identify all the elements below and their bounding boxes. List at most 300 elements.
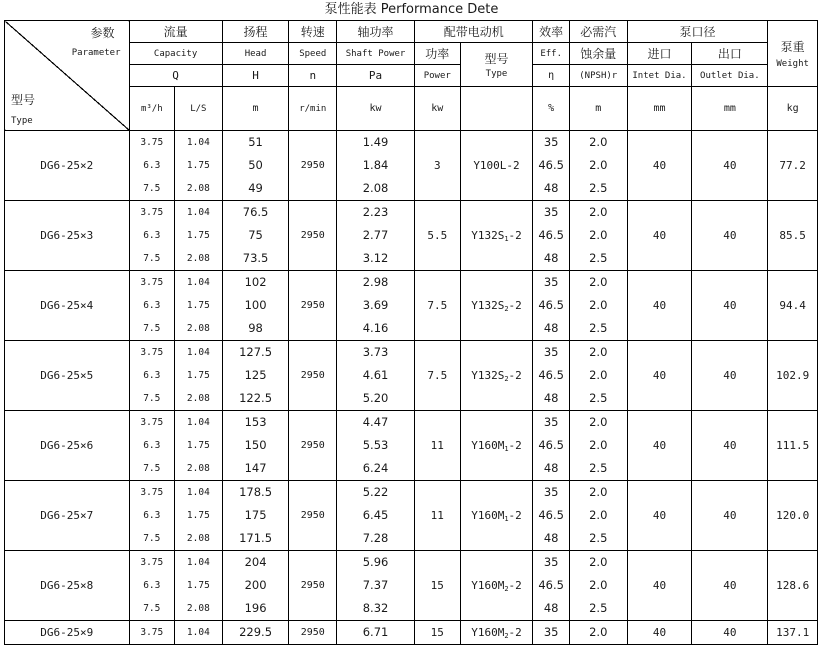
motor-type-header bbox=[460, 43, 533, 87]
inlet-dia-cell: 40 bbox=[627, 551, 692, 621]
motor-type-cell bbox=[460, 621, 533, 645]
motor-power-cell: 7.5 bbox=[415, 271, 461, 341]
head-cell-value: 76.5 bbox=[242, 205, 269, 219]
weight-cell: 120.0 bbox=[768, 481, 818, 551]
shaft-power-cell bbox=[337, 341, 415, 411]
efficiency-cell bbox=[533, 341, 569, 411]
capacity-m3h-cell-value: 3.75 bbox=[140, 137, 164, 148]
capacity-m3h-cell bbox=[129, 551, 175, 621]
head-cell-value: 122.5 bbox=[239, 391, 273, 405]
outlet-en-header: Outlet Dia. bbox=[692, 65, 768, 87]
capacity-ls-cell bbox=[175, 271, 223, 341]
inlet-dia-cell: 40 bbox=[627, 481, 692, 551]
capacity-ls-cell-value: 1.04 bbox=[186, 557, 210, 568]
inlet-dia-cell: 40 bbox=[627, 411, 692, 481]
npsh-cell-value: 2.0 bbox=[589, 135, 608, 149]
npsh-cell-value: 2.0 bbox=[589, 368, 608, 382]
npsh-cell-value: 2.5 bbox=[589, 531, 608, 545]
capacity-m3h-cell-value: 3.75 bbox=[140, 557, 164, 568]
motor-type-cell bbox=[460, 341, 533, 411]
parameter-type-header bbox=[5, 21, 130, 131]
weight-header bbox=[768, 21, 818, 87]
motor-type-base: Y160M bbox=[471, 438, 505, 452]
efficiency-cell-value: 48 bbox=[543, 181, 559, 195]
shaft-power-cell-value: 5.22 bbox=[362, 485, 389, 499]
model-cell: DG6-25×9 bbox=[5, 621, 130, 645]
speed-symbol-header: n bbox=[289, 65, 337, 87]
capacity-ls-cell-value: 1.04 bbox=[186, 487, 210, 498]
outlet-dia-cell: 40 bbox=[692, 551, 768, 621]
model-cell: DG6-25×3 bbox=[5, 201, 130, 271]
motor-type-cell bbox=[460, 271, 533, 341]
inlet-dia-cell: 40 bbox=[627, 341, 692, 411]
capacity-m3h-cell-value: 7.5 bbox=[143, 533, 161, 544]
motor-type-cell bbox=[460, 481, 533, 551]
param-cn: 参数 bbox=[90, 26, 115, 40]
npsh-cell-value: 2.0 bbox=[589, 298, 608, 312]
npsh-cell-value: 2.0 bbox=[589, 228, 608, 242]
npsh-cell bbox=[569, 411, 627, 481]
table-row bbox=[5, 131, 818, 201]
npsh-cell-value: 2.5 bbox=[589, 461, 608, 475]
head-cell-value: 204 bbox=[244, 555, 267, 569]
capacity-ls-cell bbox=[175, 341, 223, 411]
unit-outlet: mm bbox=[692, 87, 768, 131]
npsh-cell bbox=[569, 481, 627, 551]
head-cell-value: 196 bbox=[244, 601, 267, 615]
capacity-m3h-cell bbox=[129, 201, 175, 271]
motor-type-base: Y100L-2 bbox=[473, 159, 520, 172]
shaft-power-cell-value: 3.12 bbox=[362, 251, 389, 265]
motor-type-base: Y132S bbox=[471, 228, 505, 242]
efficiency-cell bbox=[533, 411, 569, 481]
efficiency-cell bbox=[533, 551, 569, 621]
capacity-m3h-cell bbox=[129, 621, 175, 645]
shaft-power-cell-value: 4.61 bbox=[362, 368, 389, 382]
inlet-en-header: Intet Dia. bbox=[627, 65, 692, 87]
motor-type-subscript: 1 bbox=[504, 514, 509, 523]
efficiency-cell-value: 48 bbox=[543, 391, 559, 405]
head-cell bbox=[222, 201, 289, 271]
npsh-cell-value: 2.0 bbox=[589, 485, 608, 499]
motor-power-cell: 11 bbox=[415, 411, 461, 481]
shaft-power-cell-value: 8.32 bbox=[362, 601, 389, 615]
npsh-cell bbox=[569, 621, 627, 645]
motor-type-suffix: -2 bbox=[508, 508, 522, 522]
shaft-symbol-header: Pa bbox=[337, 65, 415, 87]
npsh-cell-value: 2.0 bbox=[589, 625, 608, 639]
capacity-ls-cell-value: 1.04 bbox=[186, 207, 210, 218]
unit-npsh: m bbox=[569, 87, 627, 131]
capacity-m3h-cell-value: 7.5 bbox=[143, 393, 161, 404]
inlet-dia-cell: 40 bbox=[627, 621, 692, 645]
motor-type-en: Type bbox=[485, 69, 508, 79]
inlet-dia-cell: 40 bbox=[627, 201, 692, 271]
table-row bbox=[5, 481, 818, 551]
motor-type-cell bbox=[460, 551, 533, 621]
motor-type-subscript: 2 bbox=[504, 631, 509, 640]
model-cell: DG6-25×7 bbox=[5, 481, 130, 551]
shaft-power-cell-value: 1.49 bbox=[362, 135, 389, 149]
capacity-m3h-cell-value: 7.5 bbox=[143, 463, 161, 474]
weight-cell: 94.4 bbox=[768, 271, 818, 341]
motor-type-suffix: -2 bbox=[508, 368, 522, 382]
npsh-cn-header-1: 必需汽 bbox=[569, 21, 627, 43]
shaft-power-cell-value: 3.73 bbox=[362, 345, 389, 359]
weight-cell: 137.1 bbox=[768, 621, 818, 645]
head-cell-value: 75 bbox=[248, 228, 263, 242]
capacity-ls-cell-value: 1.75 bbox=[186, 300, 210, 311]
eff-symbol-header: η bbox=[533, 65, 569, 87]
head-cell-value: 153 bbox=[244, 415, 267, 429]
param-en: Parameter bbox=[71, 48, 121, 58]
efficiency-cell-value: 35 bbox=[543, 485, 559, 499]
inlet-dia-cell: 40 bbox=[627, 271, 692, 341]
motor-type-subscript: 2 bbox=[504, 584, 509, 593]
efficiency-cell-value: 35 bbox=[543, 275, 559, 289]
model-cell: DG6-25×5 bbox=[5, 341, 130, 411]
capacity-ls-cell-value: 1.04 bbox=[186, 277, 210, 288]
weight-cell: 102.9 bbox=[768, 341, 818, 411]
efficiency-cell-value: 46.5 bbox=[538, 228, 564, 242]
head-cell bbox=[222, 271, 289, 341]
outlet-dia-cell: 40 bbox=[692, 201, 768, 271]
shaft-en-header: Shaft Power bbox=[337, 43, 415, 65]
inlet-dia-cell: 40 bbox=[627, 131, 692, 201]
capacity-ls-cell-value: 2.08 bbox=[186, 603, 210, 614]
capacity-ls-cell bbox=[175, 551, 223, 621]
shaft-power-cell bbox=[337, 411, 415, 481]
motor-type-subscript: 1 bbox=[504, 444, 509, 453]
efficiency-cell-value: 48 bbox=[543, 321, 559, 335]
efficiency-cell-value: 46.5 bbox=[538, 368, 564, 382]
head-cell-value: 49 bbox=[248, 181, 263, 195]
motor-type-subscript: 2 bbox=[504, 304, 509, 313]
shaft-power-cell-value: 6.71 bbox=[362, 625, 389, 639]
capacity-ls-cell-value: 1.04 bbox=[186, 627, 210, 638]
npsh-cell bbox=[569, 201, 627, 271]
npsh-cn-header-2: 蚀余量 bbox=[569, 43, 627, 65]
capacity-ls-cell-value: 1.75 bbox=[186, 230, 210, 241]
capacity-m3h-cell bbox=[129, 341, 175, 411]
capacity-ls-cell-value: 1.75 bbox=[186, 440, 210, 451]
dia-cn-header: 泵口径 bbox=[627, 21, 768, 43]
capacity-m3h-cell bbox=[129, 411, 175, 481]
efficiency-cell-value: 35 bbox=[543, 205, 559, 219]
speed-cell: 2950 bbox=[289, 341, 337, 411]
head-cell-value: 50 bbox=[248, 158, 263, 172]
head-cell-value: 171.5 bbox=[239, 531, 273, 545]
speed-cell: 2950 bbox=[289, 201, 337, 271]
outlet-dia-cell: 40 bbox=[692, 411, 768, 481]
head-cell-value: 102 bbox=[244, 275, 267, 289]
capacity-ls-cell-value: 1.04 bbox=[186, 137, 210, 148]
outlet-dia-cell: 40 bbox=[692, 621, 768, 645]
efficiency-cell-value: 46.5 bbox=[538, 298, 564, 312]
type-en: Type bbox=[11, 116, 33, 126]
table-row bbox=[5, 341, 818, 411]
head-cn-header: 扬程 bbox=[222, 21, 289, 43]
capacity-m3h-cell-value: 3.75 bbox=[140, 277, 164, 288]
head-cell-value: 150 bbox=[244, 438, 267, 452]
capacity-ls-cell bbox=[175, 481, 223, 551]
head-en-header: Head bbox=[222, 43, 289, 65]
capacity-ls-cell-value: 1.75 bbox=[186, 370, 210, 381]
capacity-ls-cell bbox=[175, 131, 223, 201]
model-cell: DG6-25×4 bbox=[5, 271, 130, 341]
npsh-cell-value: 2.0 bbox=[589, 415, 608, 429]
outlet-dia-cell: 40 bbox=[692, 131, 768, 201]
table-row bbox=[5, 411, 818, 481]
motor-type-suffix: -2 bbox=[508, 578, 522, 592]
capacity-m3h-cell-value: 3.75 bbox=[140, 347, 164, 358]
capacity-ls-cell bbox=[175, 411, 223, 481]
efficiency-cell-value: 46.5 bbox=[538, 438, 564, 452]
npsh-cell bbox=[569, 271, 627, 341]
capacity-ls-cell-value: 1.75 bbox=[186, 580, 210, 591]
npsh-cell-value: 2.5 bbox=[589, 321, 608, 335]
head-cell-value: 98 bbox=[248, 321, 263, 335]
weight-cn: 泵重 bbox=[780, 40, 805, 54]
head-cell bbox=[222, 131, 289, 201]
efficiency-cell bbox=[533, 271, 569, 341]
model-cell: DG6-25×6 bbox=[5, 411, 130, 481]
shaft-power-cell-value: 2.77 bbox=[362, 228, 389, 242]
motor-type-subscript: 2 bbox=[504, 374, 509, 383]
efficiency-cell bbox=[533, 621, 569, 645]
capacity-ls-cell-value: 2.08 bbox=[186, 253, 210, 264]
capacity-m3h-cell-value: 3.75 bbox=[140, 207, 164, 218]
motor-type-suffix: -2 bbox=[508, 298, 522, 312]
model-cell: DG6-25×2 bbox=[5, 131, 130, 201]
motor-type-cell bbox=[460, 411, 533, 481]
motor-type-base: Y160M bbox=[471, 578, 505, 592]
capacity-m3h-cell-value: 6.3 bbox=[143, 160, 161, 171]
shaft-power-cell bbox=[337, 131, 415, 201]
capacity-m3h-cell-value: 6.3 bbox=[143, 230, 161, 241]
capacity-m3h-cell-value: 3.75 bbox=[140, 417, 164, 428]
unit-m3h: m³/h bbox=[129, 87, 175, 131]
unit-shaft: kw bbox=[337, 87, 415, 131]
motor-power-cn-header: 功率 bbox=[415, 43, 461, 65]
shaft-power-cell bbox=[337, 201, 415, 271]
shaft-cn-header: 轴功率 bbox=[337, 21, 415, 43]
unit-head: m bbox=[222, 87, 289, 131]
capacity-ls-cell-value: 1.75 bbox=[186, 510, 210, 521]
efficiency-cell-value: 48 bbox=[543, 531, 559, 545]
unit-inlet: mm bbox=[627, 87, 692, 131]
head-cell-value: 125 bbox=[244, 368, 267, 382]
shaft-power-cell bbox=[337, 551, 415, 621]
efficiency-cell-value: 35 bbox=[543, 345, 559, 359]
npsh-cell bbox=[569, 551, 627, 621]
motor-type-cell bbox=[460, 201, 533, 271]
inlet-cn-header: 进口 bbox=[627, 43, 692, 65]
motor-type-cn: 型号 bbox=[484, 52, 509, 66]
capacity-m3h-cell-value: 3.75 bbox=[140, 487, 164, 498]
speed-cell: 2950 bbox=[289, 551, 337, 621]
shaft-power-cell bbox=[337, 481, 415, 551]
head-cell-value: 200 bbox=[244, 578, 267, 592]
head-cell bbox=[222, 341, 289, 411]
efficiency-cell bbox=[533, 201, 569, 271]
speed-cell: 2950 bbox=[289, 271, 337, 341]
shaft-power-cell bbox=[337, 271, 415, 341]
head-cell bbox=[222, 481, 289, 551]
motor-power-cell: 15 bbox=[415, 621, 461, 645]
capacity-ls-cell-value: 2.08 bbox=[186, 183, 210, 194]
unit-ls: L/S bbox=[175, 87, 223, 131]
motor-type-suffix: -2 bbox=[508, 438, 522, 452]
outlet-dia-cell: 40 bbox=[692, 271, 768, 341]
shaft-power-cell-value: 5.20 bbox=[362, 391, 389, 405]
capacity-ls-cell-value: 1.04 bbox=[186, 417, 210, 428]
type-cn: 型号 bbox=[11, 93, 36, 107]
head-cell-value: 100 bbox=[244, 298, 267, 312]
table-row bbox=[5, 621, 818, 645]
npsh-en-header: (NPSH)r bbox=[569, 65, 627, 87]
motor-power-en-header: Power bbox=[415, 65, 461, 87]
head-cell-value: 175 bbox=[244, 508, 267, 522]
efficiency-cell-value: 35 bbox=[543, 625, 559, 639]
unit-motor-power: kw bbox=[415, 87, 461, 131]
motor-type-base: Y132S bbox=[471, 368, 505, 382]
capacity-ls-cell bbox=[175, 201, 223, 271]
motor-power-cell: 15 bbox=[415, 551, 461, 621]
npsh-cell-value: 2.0 bbox=[589, 205, 608, 219]
weight-cell: 77.2 bbox=[768, 131, 818, 201]
weight-en: Weight bbox=[776, 59, 809, 69]
shaft-power-cell-value: 3.69 bbox=[362, 298, 389, 312]
capacity-m3h-cell-value: 6.3 bbox=[143, 510, 161, 521]
shaft-power-cell-value: 7.28 bbox=[362, 531, 389, 545]
npsh-cell-value: 2.0 bbox=[589, 345, 608, 359]
shaft-power-cell-value: 7.37 bbox=[362, 578, 389, 592]
efficiency-cell bbox=[533, 131, 569, 201]
shaft-power-cell-value: 1.84 bbox=[362, 158, 389, 172]
head-cell-value: 51 bbox=[248, 135, 263, 149]
npsh-cell-value: 2.0 bbox=[589, 508, 608, 522]
efficiency-cell bbox=[533, 481, 569, 551]
weight-cell: 111.5 bbox=[768, 411, 818, 481]
capacity-ls-cell-value: 1.04 bbox=[186, 347, 210, 358]
shaft-power-cell-value: 5.53 bbox=[362, 438, 389, 452]
model-cell: DG6-25×8 bbox=[5, 551, 130, 621]
eff-en-header: Eff. bbox=[533, 43, 569, 65]
capacity-m3h-cell bbox=[129, 481, 175, 551]
capacity-m3h-cell-value: 6.3 bbox=[143, 370, 161, 381]
capacity-m3h-cell bbox=[129, 271, 175, 341]
motor-cn-header: 配带电动机 bbox=[415, 21, 533, 43]
npsh-cell-value: 2.5 bbox=[589, 391, 608, 405]
capacity-m3h-cell-value: 7.5 bbox=[143, 253, 161, 264]
eff-cn-header: 效率 bbox=[533, 21, 569, 43]
speed-cell: 2950 bbox=[289, 481, 337, 551]
npsh-cell-value: 2.5 bbox=[589, 251, 608, 265]
capacity-ls-cell-value: 2.08 bbox=[186, 393, 210, 404]
shaft-power-cell-value: 4.47 bbox=[362, 415, 389, 429]
capacity-symbol-header: Q bbox=[129, 65, 222, 87]
motor-power-cell: 5.5 bbox=[415, 201, 461, 271]
head-cell bbox=[222, 411, 289, 481]
shaft-power-cell-value: 2.23 bbox=[362, 205, 389, 219]
speed-cell: 2950 bbox=[289, 131, 337, 201]
shaft-power-cell-value: 2.08 bbox=[362, 181, 389, 195]
motor-power-cell: 3 bbox=[415, 131, 461, 201]
capacity-m3h-cell-value: 7.5 bbox=[143, 603, 161, 614]
capacity-m3h-cell-value: 7.5 bbox=[143, 183, 161, 194]
head-cell-value: 73.5 bbox=[242, 251, 269, 265]
shaft-power-cell-value: 6.45 bbox=[362, 508, 389, 522]
motor-type-suffix: -2 bbox=[508, 625, 522, 639]
table-title: 泵性能表 Performance Dete bbox=[324, 2, 499, 17]
outlet-dia-cell: 40 bbox=[692, 341, 768, 411]
npsh-cell-value: 2.0 bbox=[589, 158, 608, 172]
speed-en-header: Speed bbox=[289, 43, 337, 65]
npsh-cell-value: 2.0 bbox=[589, 555, 608, 569]
capacity-en-header: Capacity bbox=[129, 43, 222, 65]
capacity-m3h-cell-value: 6.3 bbox=[143, 440, 161, 451]
table-row bbox=[5, 551, 818, 621]
speed-cell: 2950 bbox=[289, 621, 337, 645]
unit-speed: r/min bbox=[289, 87, 337, 131]
npsh-cell-value: 2.0 bbox=[589, 275, 608, 289]
efficiency-cell-value: 35 bbox=[543, 555, 559, 569]
motor-type-subscript: 1 bbox=[504, 234, 509, 243]
capacity-m3h-cell-value: 6.3 bbox=[143, 300, 161, 311]
outlet-cn-header: 出口 bbox=[692, 43, 768, 65]
head-cell-value: 229.5 bbox=[239, 625, 273, 639]
speed-cell: 2950 bbox=[289, 411, 337, 481]
head-cell-value: 178.5 bbox=[239, 485, 273, 499]
motor-type-base: Y160M bbox=[471, 625, 505, 639]
npsh-cell-value: 2.5 bbox=[589, 601, 608, 615]
shaft-power-cell-value: 2.98 bbox=[362, 275, 389, 289]
head-cell bbox=[222, 621, 289, 645]
motor-power-cell: 11 bbox=[415, 481, 461, 551]
head-cell-value: 127.5 bbox=[239, 345, 273, 359]
performance-table bbox=[4, 20, 818, 645]
npsh-cell-value: 2.5 bbox=[589, 181, 608, 195]
efficiency-cell-value: 48 bbox=[543, 601, 559, 615]
motor-type-suffix: -2 bbox=[508, 228, 522, 242]
npsh-cell bbox=[569, 131, 627, 201]
efficiency-cell-value: 48 bbox=[543, 461, 559, 475]
weight-cell: 128.6 bbox=[768, 551, 818, 621]
table-row bbox=[5, 271, 818, 341]
npsh-cell bbox=[569, 341, 627, 411]
efficiency-cell-value: 46.5 bbox=[538, 158, 564, 172]
efficiency-cell-value: 35 bbox=[543, 415, 559, 429]
efficiency-cell-value: 35 bbox=[543, 135, 559, 149]
head-cell-value: 147 bbox=[244, 461, 267, 475]
capacity-ls-cell-value: 1.75 bbox=[186, 160, 210, 171]
capacity-m3h-cell-value: 3.75 bbox=[140, 627, 164, 638]
shaft-power-cell-value: 5.96 bbox=[362, 555, 389, 569]
efficiency-cell-value: 46.5 bbox=[538, 578, 564, 592]
motor-power-cell: 7.5 bbox=[415, 341, 461, 411]
efficiency-cell-value: 48 bbox=[543, 251, 559, 265]
unit-eff: % bbox=[533, 87, 569, 131]
shaft-power-cell-value: 4.16 bbox=[362, 321, 389, 335]
weight-cell: 85.5 bbox=[768, 201, 818, 271]
capacity-ls-cell-value: 2.08 bbox=[186, 323, 210, 334]
npsh-cell-value: 2.0 bbox=[589, 438, 608, 452]
shaft-power-cell bbox=[337, 621, 415, 645]
capacity-m3h-cell bbox=[129, 131, 175, 201]
motor-type-cell bbox=[460, 131, 533, 201]
outlet-dia-cell: 40 bbox=[692, 481, 768, 551]
